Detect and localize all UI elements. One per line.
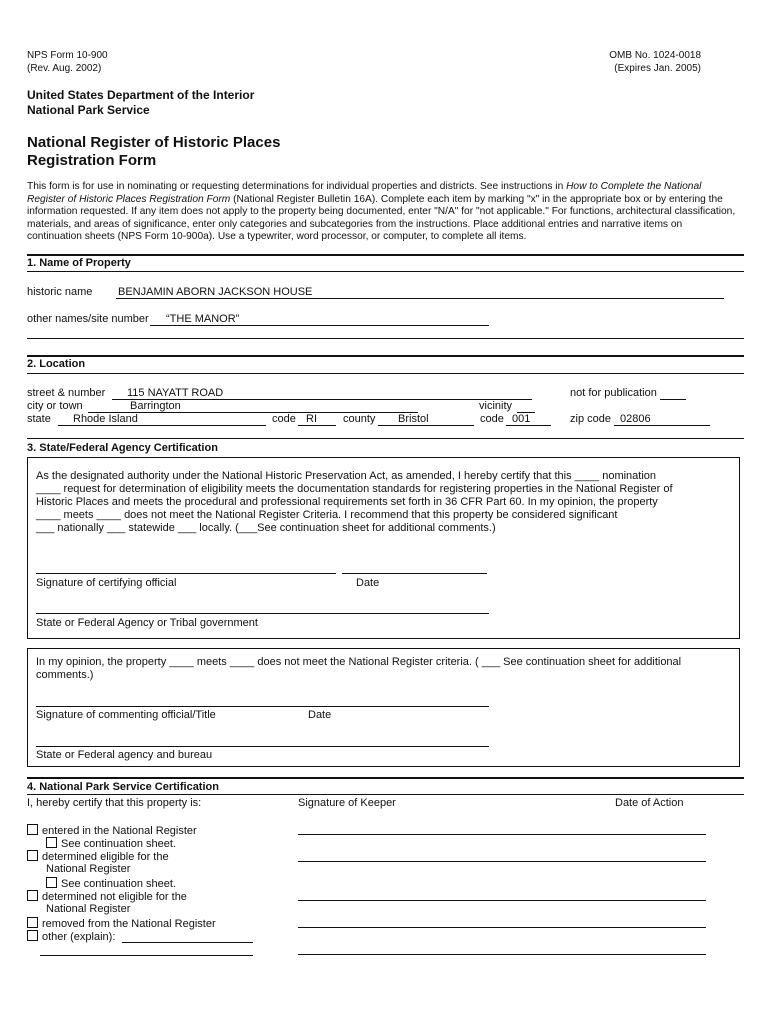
commenting-signature-label: Signature of commenting official/Title (36, 709, 216, 721)
form-title-line2: Registration Form (27, 152, 157, 169)
omb-expires: (Expires Jan. 2005) (614, 63, 701, 74)
certify-property-label: I, hereby certify that this property is: (27, 797, 202, 809)
checkbox-icon[interactable] (46, 877, 57, 888)
historic-name-underline (116, 298, 724, 299)
option-entered[interactable]: entered in the National Register (27, 824, 197, 838)
checkbox-icon[interactable] (27, 890, 38, 901)
section4-heading: 4. National Park Service Certification (27, 781, 219, 793)
zip-field[interactable]: 02806 (620, 413, 651, 425)
commenting-signature-line[interactable] (36, 706, 489, 707)
option-not-eligible-line2: National Register (46, 903, 131, 915)
checkbox-icon[interactable] (46, 837, 57, 848)
keeper-signature-label: Signature of Keeper (298, 797, 396, 809)
county-field[interactable]: Bristol (398, 413, 429, 425)
service-name: National Park Service (27, 103, 150, 117)
county-code-field[interactable]: 001 (512, 413, 531, 425)
keeper-line-removed[interactable] (298, 927, 706, 928)
checkbox-icon[interactable] (27, 824, 38, 835)
county-label: county (343, 413, 376, 425)
form-number: NPS Form 10-900 (27, 50, 108, 61)
certifying-date-line[interactable] (342, 573, 487, 574)
agency-line[interactable] (36, 613, 489, 614)
keeper-line-entered[interactable] (298, 834, 706, 835)
state-code-label: code (272, 413, 296, 425)
cert-text-line4: ____ meets ____ does not meet the National Register Criteria. I recommend that this property be considered significant (36, 509, 618, 521)
department-name: United States Department of the Interior (27, 88, 255, 102)
certifying-signature-label: Signature of certifying official (36, 577, 177, 589)
omb-number: OMB No. 1024-0018 (609, 50, 701, 61)
other-names-field[interactable]: “THE MANOR” (166, 313, 240, 325)
section4-heading-rule (27, 794, 744, 795)
city-field[interactable]: Barrington (130, 400, 181, 412)
form-title-line1: National Register of Historic Places (27, 134, 281, 151)
checkbox-icon[interactable] (27, 917, 38, 928)
section2-heading: 2. Location (27, 358, 86, 370)
certifying-signature-line[interactable] (36, 573, 336, 574)
county-code-underline (506, 425, 551, 426)
agency-label: State or Federal Agency or Tribal government (36, 617, 258, 629)
cert-text-line3: Historic Places and meets the procedural and professional requirements set forth in 36 CFR Part 60. In my opinion, the property (36, 496, 658, 508)
other-names-underline (150, 325, 489, 326)
keeper-line-other[interactable] (298, 954, 706, 955)
section1-heading-rule (27, 271, 744, 272)
option-entered-continuation[interactable]: See continuation sheet. (46, 837, 176, 851)
state-label: state (27, 413, 51, 425)
keeper-line-eligible[interactable] (298, 861, 706, 862)
other-names-label: other names/site number (27, 313, 149, 325)
historic-name-label: historic name (27, 286, 93, 298)
county-code-label: code (480, 413, 504, 425)
state-underline (58, 425, 266, 426)
option-eligible[interactable]: determined eligible for the (27, 850, 169, 864)
cert-text-line5: ___ nationally ___ statewide ___ locally. (___See continuation sheet for additional comments.) (36, 522, 496, 534)
option-removed[interactable]: removed from the National Register (27, 917, 216, 931)
state-field[interactable]: Rhode Island (73, 413, 138, 425)
section3-heading: 3. State/Federal Agency Certification (27, 442, 218, 454)
date-of-action-label: Date of Action (615, 797, 684, 809)
intro-paragraph: This form is for use in nominating or requesting determinations for individual properties and districts. See instructions in How to Complete the National Register of Historic Places Registration Form (National Register Bulletin 16A). Complete each item by marking "x" in the appropriate box or by entering the information requested. If any item does not apply to the property being documented, enter "N/A" for "not applicable." For functions, architectural classification, materials, and areas of significance, enter only categories and subcategories from the instructions. Place additional entries and narrative items on continuation sheets (NPS Form 10-900a). Use a typewriter, word processor, or computer, to complete all items. (27, 181, 736, 243)
vicinity-label: vicinity (479, 400, 513, 412)
street-label: street & number (27, 387, 106, 399)
county-underline (378, 425, 474, 426)
opinion-text-line2: comments.) (36, 669, 94, 681)
section4-top-rule (27, 777, 744, 779)
opinion-text-line1: In my opinion, the property ____ meets ____ does not meet the National Register criteria. ( ___ See continuation sheet for additional (36, 656, 682, 668)
other-explain-line[interactable] (122, 942, 253, 943)
option-not-eligible[interactable]: determined not eligible for the (27, 890, 187, 904)
city-label: city or town (27, 400, 83, 412)
checkbox-icon[interactable] (27, 930, 38, 941)
street-field[interactable]: 115 NAYATT ROAD (127, 387, 224, 399)
state-code-underline (298, 425, 336, 426)
not-for-publication-label: not for publication (570, 387, 657, 399)
bureau-label: State or Federal agency and bureau (36, 749, 213, 761)
zip-underline (614, 425, 710, 426)
certifying-date-label: Date (356, 577, 380, 589)
state-code-field[interactable]: RI (306, 413, 317, 425)
section1-heading: 1. Name of Property (27, 257, 131, 269)
cert-text-line2: ____ request for determination of eligibility meets the documentation standards for registering properties in the National Register of (36, 483, 673, 495)
section1-bottom-rule (27, 338, 744, 339)
commenting-date-label: Date (308, 709, 332, 721)
bureau-line[interactable] (36, 746, 489, 747)
section1-top-rule (27, 254, 744, 256)
form-revision: (Rev. Aug. 2002) (27, 63, 102, 74)
checkbox-icon[interactable] (27, 850, 38, 861)
section2-top-rule (27, 355, 744, 357)
option-eligible-line2: National Register (46, 863, 131, 875)
section2-bottom-rule (27, 438, 744, 439)
option-eligible-continuation[interactable]: See continuation sheet. (46, 877, 176, 891)
zip-label: zip code (570, 413, 611, 425)
section2-heading-rule (27, 373, 744, 374)
not-for-publication-underline[interactable] (660, 399, 686, 400)
other-explain-line2[interactable] (40, 955, 253, 956)
keeper-line-not-eligible[interactable] (298, 900, 706, 901)
historic-name-field[interactable]: BENJAMIN ABORN JACKSON HOUSE (118, 286, 313, 298)
cert-text-line1: As the designated authority under the National Historic Preservation Act, as amended, I hereby certify that this ____ nomination (36, 470, 657, 482)
option-other[interactable]: other (explain): (27, 930, 115, 944)
